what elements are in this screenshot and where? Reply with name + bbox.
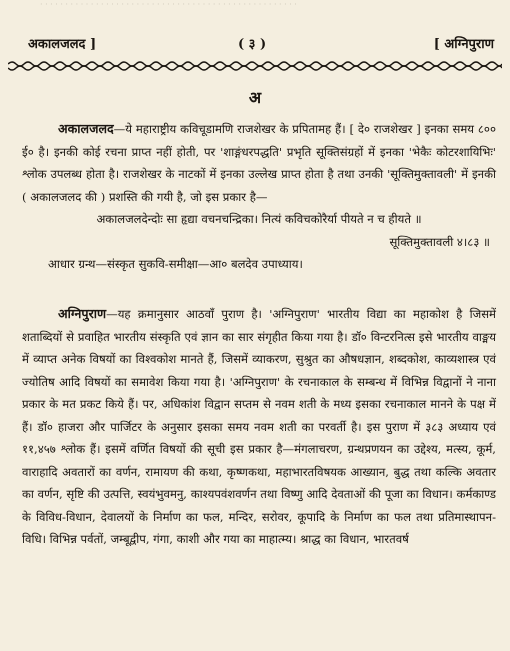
entry-body: —ये महाराष्ट्रीय कविचूडामणि राजशेखर के प्रपितामह हैं। [ दे० राजशेखर ] इनका समय ८०० ई० है। इनकी कोई रचना प्राप्त नहीं होती, पर 'शाङ्गंधरपद्धति' प्रभृति सूक्तिसंग्रहों में इनका 'भेकैः कोटरशायिभिः' श्लोक उपलब्ध होता है। राजशेखर के नाटकों में इनका उल्लेख प्राप्त होता है तथा उनकी 'सूक्तिमुक्तावली' में इनकी ( अकालजलद की ) प्रशस्ति की गयी है, जो इस प्रकार है— bbox=[22, 122, 496, 204]
header-right-guide-word: [ अग्निपुराण bbox=[433, 37, 494, 52]
entry-agnipurana bbox=[22, 303, 496, 551]
quoted-verse: अकालजलदेन्दोः सा हृद्या वचनचन्द्रिका। नित्यं कविचकोरैर्या पीयते न च हीयते ॥ bbox=[96, 212, 422, 226]
reference-source: आधार ग्रन्थ—संस्कृत सुकवि-समीक्षा—आ० बलदेव उपाध्याय। bbox=[48, 257, 303, 271]
running-header bbox=[28, 34, 494, 56]
entry-paragraph bbox=[22, 303, 496, 551]
entry-paragraph bbox=[22, 118, 496, 208]
verse-source: सूक्तिमुक्तावली ४।८३ ॥ bbox=[389, 234, 490, 249]
page-number: ( ३ ) bbox=[238, 37, 267, 52]
header-left-guide-word: अकालजलद ] bbox=[28, 37, 97, 52]
entry-headword: अग्निपुराण bbox=[58, 306, 107, 321]
entry-akalajalada bbox=[22, 118, 496, 276]
entry-headword: अकालजलद bbox=[58, 121, 114, 136]
decorative-wavy-rule bbox=[8, 60, 502, 72]
bleed-through-text: · · · · · · · · · · · · · · · · · · · · · · · · · · · · · · · · · · · · · · · · · · · · · · · · · · · bbox=[40, 0, 297, 9]
entry-body: —यह क्रमानुसार आठवाँ पुराण है। 'अग्निपुराण' भारतीय विद्या का महाकोश है जिसमें शताब्दियों से प्रवाहित भारतीय संस्कृति एवं ज्ञान का सार संगृहीत किया गया है। डॉ० विन्टरनित्स इसे भारतीय वाङ्मय में व्याप्त अनेक विषयों का विश्वकोश मानते हैं, जिसमें व्याकरण, सुश्रुत का औषधज्ञान, शब्दकोश, काव्यशास्त्र एवं ज्योतिष आदि विषयों का समावेश किया गया है। 'अग्निपुराण' के रचनाकाल के सम्बन्ध में विभिन्न विद्वानों ने नाना प्रकार के मत प्रकट किये हैं। पर, अधिकांश विद्वान सप्तम से नवम शती के मध्य इसका रचनाकाल मानने के पक्ष में हैं। डॉ० हाजरा और पार्जिटर के अनुसार इसका समय नवम शती का परवर्ती है। इस पुराण में ३८३ अध्याय एवं ११,४५७ श्लोक हैं। इसमें वर्णित विषयों की सूची इस प्रकार है—मंगलाचरण, ग्रन्थप्रणयन का उद्देश्य, मत्स्य, कूर्म, वाराहादि अवतारों का वर्णन, रामायण की कथा, कृष्णकथा, महाभारतविषयक आख्यान, बुद्ध तथा कल्कि अवतार का वर्णन, सृष्टि की उत्पत्ति, स्वयंभुवमनु, काश्यपवंशवर्णन तथा विष्णु आदि देवताओं की पूजा का विधान। कर्मकाण्ड के विविध-विधान, देवालयों के निर्माण का फल, मन्दिर, सरोवर, कूपादि के निर्माण का फल तथा प्रतिमास्थापन-विधि। विभिन्न पर्वतों, जम्बूद्वीप, गंगा, काशी और गया का माहात्म्य। श्राद्ध का विधान, भारतवर्ष bbox=[22, 307, 496, 546]
section-letter-heading: अ bbox=[248, 88, 262, 107]
